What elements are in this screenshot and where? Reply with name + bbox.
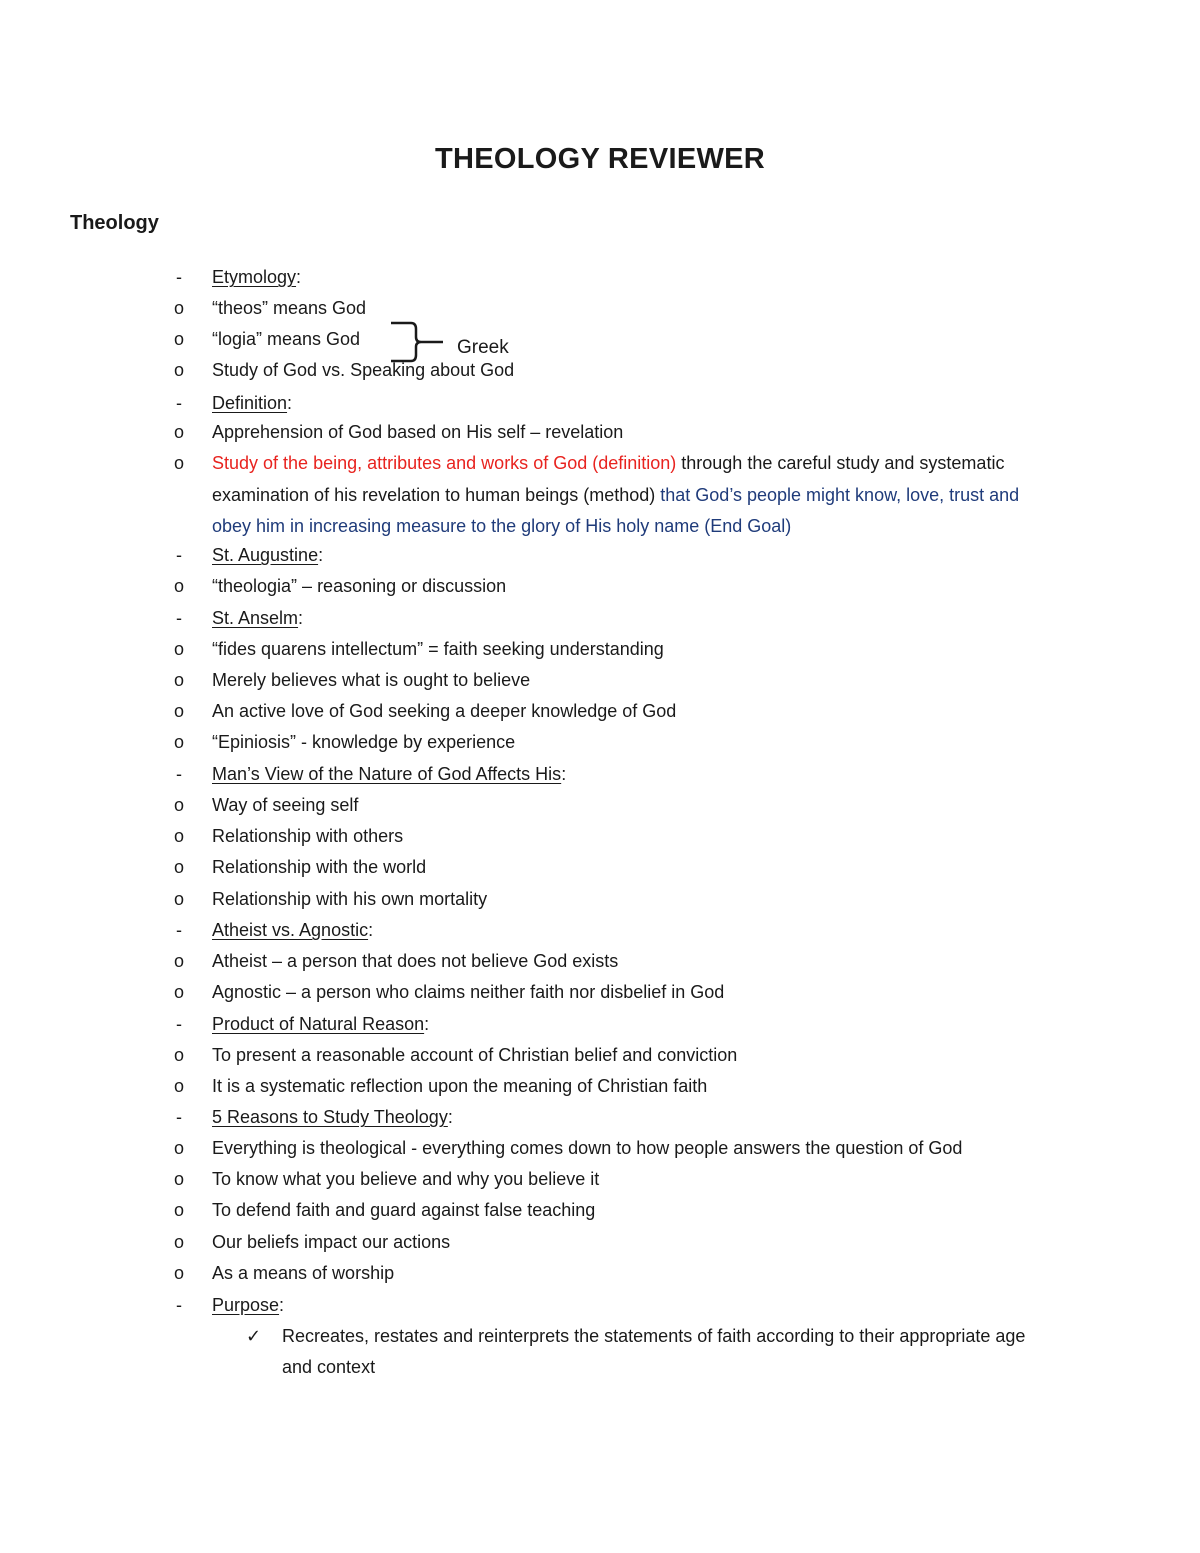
section-label-text: Atheist vs. Agnostic bbox=[212, 920, 369, 940]
circle-bullet-icon: o bbox=[174, 1232, 185, 1252]
list-item bbox=[0, 1165, 1200, 1193]
dash-bullet-icon: - bbox=[176, 393, 182, 413]
list-item bbox=[0, 791, 1200, 819]
circle-bullet-icon: o bbox=[174, 298, 185, 318]
section-label-suffix: : bbox=[424, 1014, 430, 1034]
list-item bbox=[0, 1259, 1200, 1287]
list-item bbox=[0, 481, 1200, 509]
section-label-suffix: : bbox=[318, 545, 324, 565]
list-item bbox=[0, 822, 1200, 850]
section-line bbox=[0, 1103, 1200, 1131]
item-text: Atheist – a person that does not believe God exists bbox=[212, 951, 619, 971]
section-label bbox=[212, 1010, 429, 1038]
item-text: Merely believes what is ought to believe bbox=[212, 670, 531, 690]
text-run-blue: obey him in increasing measure to the glory of His holy name (End Goal) bbox=[212, 516, 792, 536]
section-line bbox=[0, 604, 1200, 632]
section-heading: Theology bbox=[70, 212, 159, 234]
circle-bullet-icon: o bbox=[174, 1169, 185, 1189]
section-label bbox=[212, 1291, 284, 1319]
item-text: To know what you believe and why you believe it bbox=[212, 1169, 600, 1189]
list-item bbox=[0, 1196, 1200, 1224]
section-label-text: Product of Natural Reason bbox=[212, 1014, 425, 1034]
list-item bbox=[0, 1322, 1200, 1350]
item-text: Recreates, restates and reinterprets the statements of faith according to their appropriate age bbox=[282, 1326, 1026, 1346]
list-item bbox=[0, 978, 1200, 1006]
item-text: “theos” means God bbox=[212, 298, 367, 318]
dash-bullet-icon: - bbox=[176, 1014, 182, 1034]
section-label bbox=[212, 263, 301, 291]
dash-bullet-icon: - bbox=[176, 1107, 182, 1127]
section-line bbox=[0, 1010, 1200, 1038]
list-item bbox=[0, 1228, 1200, 1256]
section-line bbox=[0, 263, 1200, 291]
text-run-red: Study of the being, attributes and works of God (definition) bbox=[212, 453, 677, 473]
text-run-black: examination of his revelation to human beings (method) bbox=[212, 485, 661, 505]
list-item bbox=[0, 1072, 1200, 1100]
section-line bbox=[0, 541, 1200, 569]
circle-bullet-icon: o bbox=[174, 1263, 185, 1283]
item-text: Relationship with his own mortality bbox=[212, 889, 488, 909]
list-item bbox=[0, 449, 1200, 477]
circle-bullet-icon: o bbox=[174, 422, 185, 442]
section-label-text: Man’s View of the Nature of God Affects His bbox=[212, 764, 562, 784]
circle-bullet-icon: o bbox=[174, 639, 185, 659]
item-text: “fides quarens intellectum” = faith seeking understanding bbox=[212, 639, 664, 659]
circle-bullet-icon: o bbox=[174, 329, 185, 349]
item-text: To present a reasonable account of Christian belief and conviction bbox=[212, 1045, 738, 1065]
item-text: Relationship with the world bbox=[212, 857, 427, 877]
circle-bullet-icon: o bbox=[174, 826, 185, 846]
rich-text-line bbox=[212, 481, 1019, 509]
greek-label: Greek bbox=[457, 337, 509, 358]
list-item bbox=[0, 294, 1200, 322]
circle-bullet-icon: o bbox=[174, 360, 185, 380]
dash-bullet-icon: - bbox=[176, 545, 182, 565]
item-text: As a means of worship bbox=[212, 1263, 395, 1283]
list-item bbox=[0, 697, 1200, 725]
section-label bbox=[212, 389, 292, 417]
item-text: It is a systematic reflection upon the meaning of Christian faith bbox=[212, 1076, 708, 1096]
circle-bullet-icon: o bbox=[174, 1138, 185, 1158]
list-item bbox=[0, 1041, 1200, 1069]
item-text: Apprehension of God based on His self – revelation bbox=[212, 422, 624, 442]
list-item bbox=[0, 853, 1200, 881]
section-label bbox=[212, 604, 303, 632]
dash-bullet-icon: - bbox=[176, 920, 182, 940]
circle-bullet-icon: o bbox=[174, 576, 185, 596]
list-item bbox=[0, 1353, 1200, 1381]
section-label-text: 5 Reasons to Study Theology bbox=[212, 1107, 448, 1127]
circle-bullet-icon: o bbox=[174, 1200, 185, 1220]
section-label-suffix: : bbox=[287, 393, 293, 413]
section-label-text: Definition bbox=[212, 393, 288, 413]
circle-bullet-icon: o bbox=[174, 453, 185, 473]
section-label-suffix: : bbox=[561, 764, 567, 784]
section-label bbox=[212, 541, 323, 569]
dash-bullet-icon: - bbox=[176, 267, 182, 287]
list-item bbox=[0, 512, 1200, 540]
list-item bbox=[0, 635, 1200, 663]
section-label-text: St. Anselm bbox=[212, 608, 299, 628]
rich-text-line bbox=[212, 512, 791, 540]
section-line bbox=[0, 760, 1200, 788]
list-item bbox=[0, 356, 1200, 384]
circle-bullet-icon: o bbox=[174, 951, 185, 971]
section-label bbox=[212, 760, 566, 788]
circle-bullet-icon: o bbox=[174, 982, 185, 1002]
circle-bullet-icon: o bbox=[174, 1076, 185, 1096]
circle-bullet-icon: o bbox=[174, 670, 185, 690]
dash-bullet-icon: - bbox=[176, 608, 182, 628]
item-text: Our beliefs impact our actions bbox=[212, 1232, 451, 1252]
item-text: “logia” means God bbox=[212, 329, 361, 349]
section-line bbox=[0, 1291, 1200, 1319]
checkmark-icon: ✓ bbox=[246, 1326, 262, 1346]
page-title: THEOLOGY REVIEWER bbox=[434, 143, 766, 175]
circle-bullet-icon: o bbox=[174, 732, 185, 752]
item-text: To defend faith and guard against false teaching bbox=[212, 1200, 596, 1220]
circle-bullet-icon: o bbox=[174, 1045, 185, 1065]
item-text: “theologia” – reasoning or discussion bbox=[212, 576, 507, 596]
section-label-suffix: : bbox=[298, 608, 304, 628]
section-label-text: Purpose bbox=[212, 1295, 280, 1315]
dash-bullet-icon: - bbox=[176, 1295, 182, 1315]
item-text: and context bbox=[282, 1357, 376, 1377]
item-text: Agnostic – a person who claims neither faith nor disbelief in God bbox=[212, 982, 725, 1002]
list-item bbox=[0, 666, 1200, 694]
item-text: Relationship with others bbox=[212, 826, 404, 846]
circle-bullet-icon: o bbox=[174, 701, 185, 721]
rich-text-line bbox=[212, 449, 1004, 477]
section-label-suffix: : bbox=[279, 1295, 285, 1315]
list-item bbox=[0, 325, 1200, 353]
dash-bullet-icon: - bbox=[176, 764, 182, 784]
item-text: An active love of God seeking a deeper knowledge of God bbox=[212, 701, 677, 721]
item-text: Way of seeing self bbox=[212, 795, 359, 815]
section-line bbox=[0, 389, 1200, 417]
section-label-text: St. Augustine bbox=[212, 545, 319, 565]
list-item bbox=[0, 947, 1200, 975]
item-text: Everything is theological - everything comes down to how people answers the question of God bbox=[212, 1138, 963, 1158]
section-label bbox=[212, 916, 373, 944]
section-label-suffix: : bbox=[296, 267, 302, 287]
section-label bbox=[212, 1103, 453, 1131]
list-item bbox=[0, 1134, 1200, 1162]
circle-bullet-icon: o bbox=[174, 857, 185, 877]
circle-bullet-icon: o bbox=[174, 889, 185, 909]
list-item bbox=[0, 728, 1200, 756]
section-label-suffix: : bbox=[368, 920, 374, 940]
list-item bbox=[0, 418, 1200, 446]
text-run-blue: that God’s people might know, love, trust and bbox=[660, 485, 1020, 505]
section-label-suffix: : bbox=[447, 1107, 453, 1127]
section-label-text: Etymology bbox=[212, 267, 297, 287]
item-text: “Epiniosis” - knowledge by experience bbox=[212, 732, 516, 752]
list-item bbox=[0, 572, 1200, 600]
item-text: Study of God vs. Speaking about God bbox=[212, 360, 515, 380]
text-run-black: through the careful study and systematic bbox=[676, 453, 1005, 473]
circle-bullet-icon: o bbox=[174, 795, 185, 815]
section-line bbox=[0, 916, 1200, 944]
list-item bbox=[0, 885, 1200, 913]
